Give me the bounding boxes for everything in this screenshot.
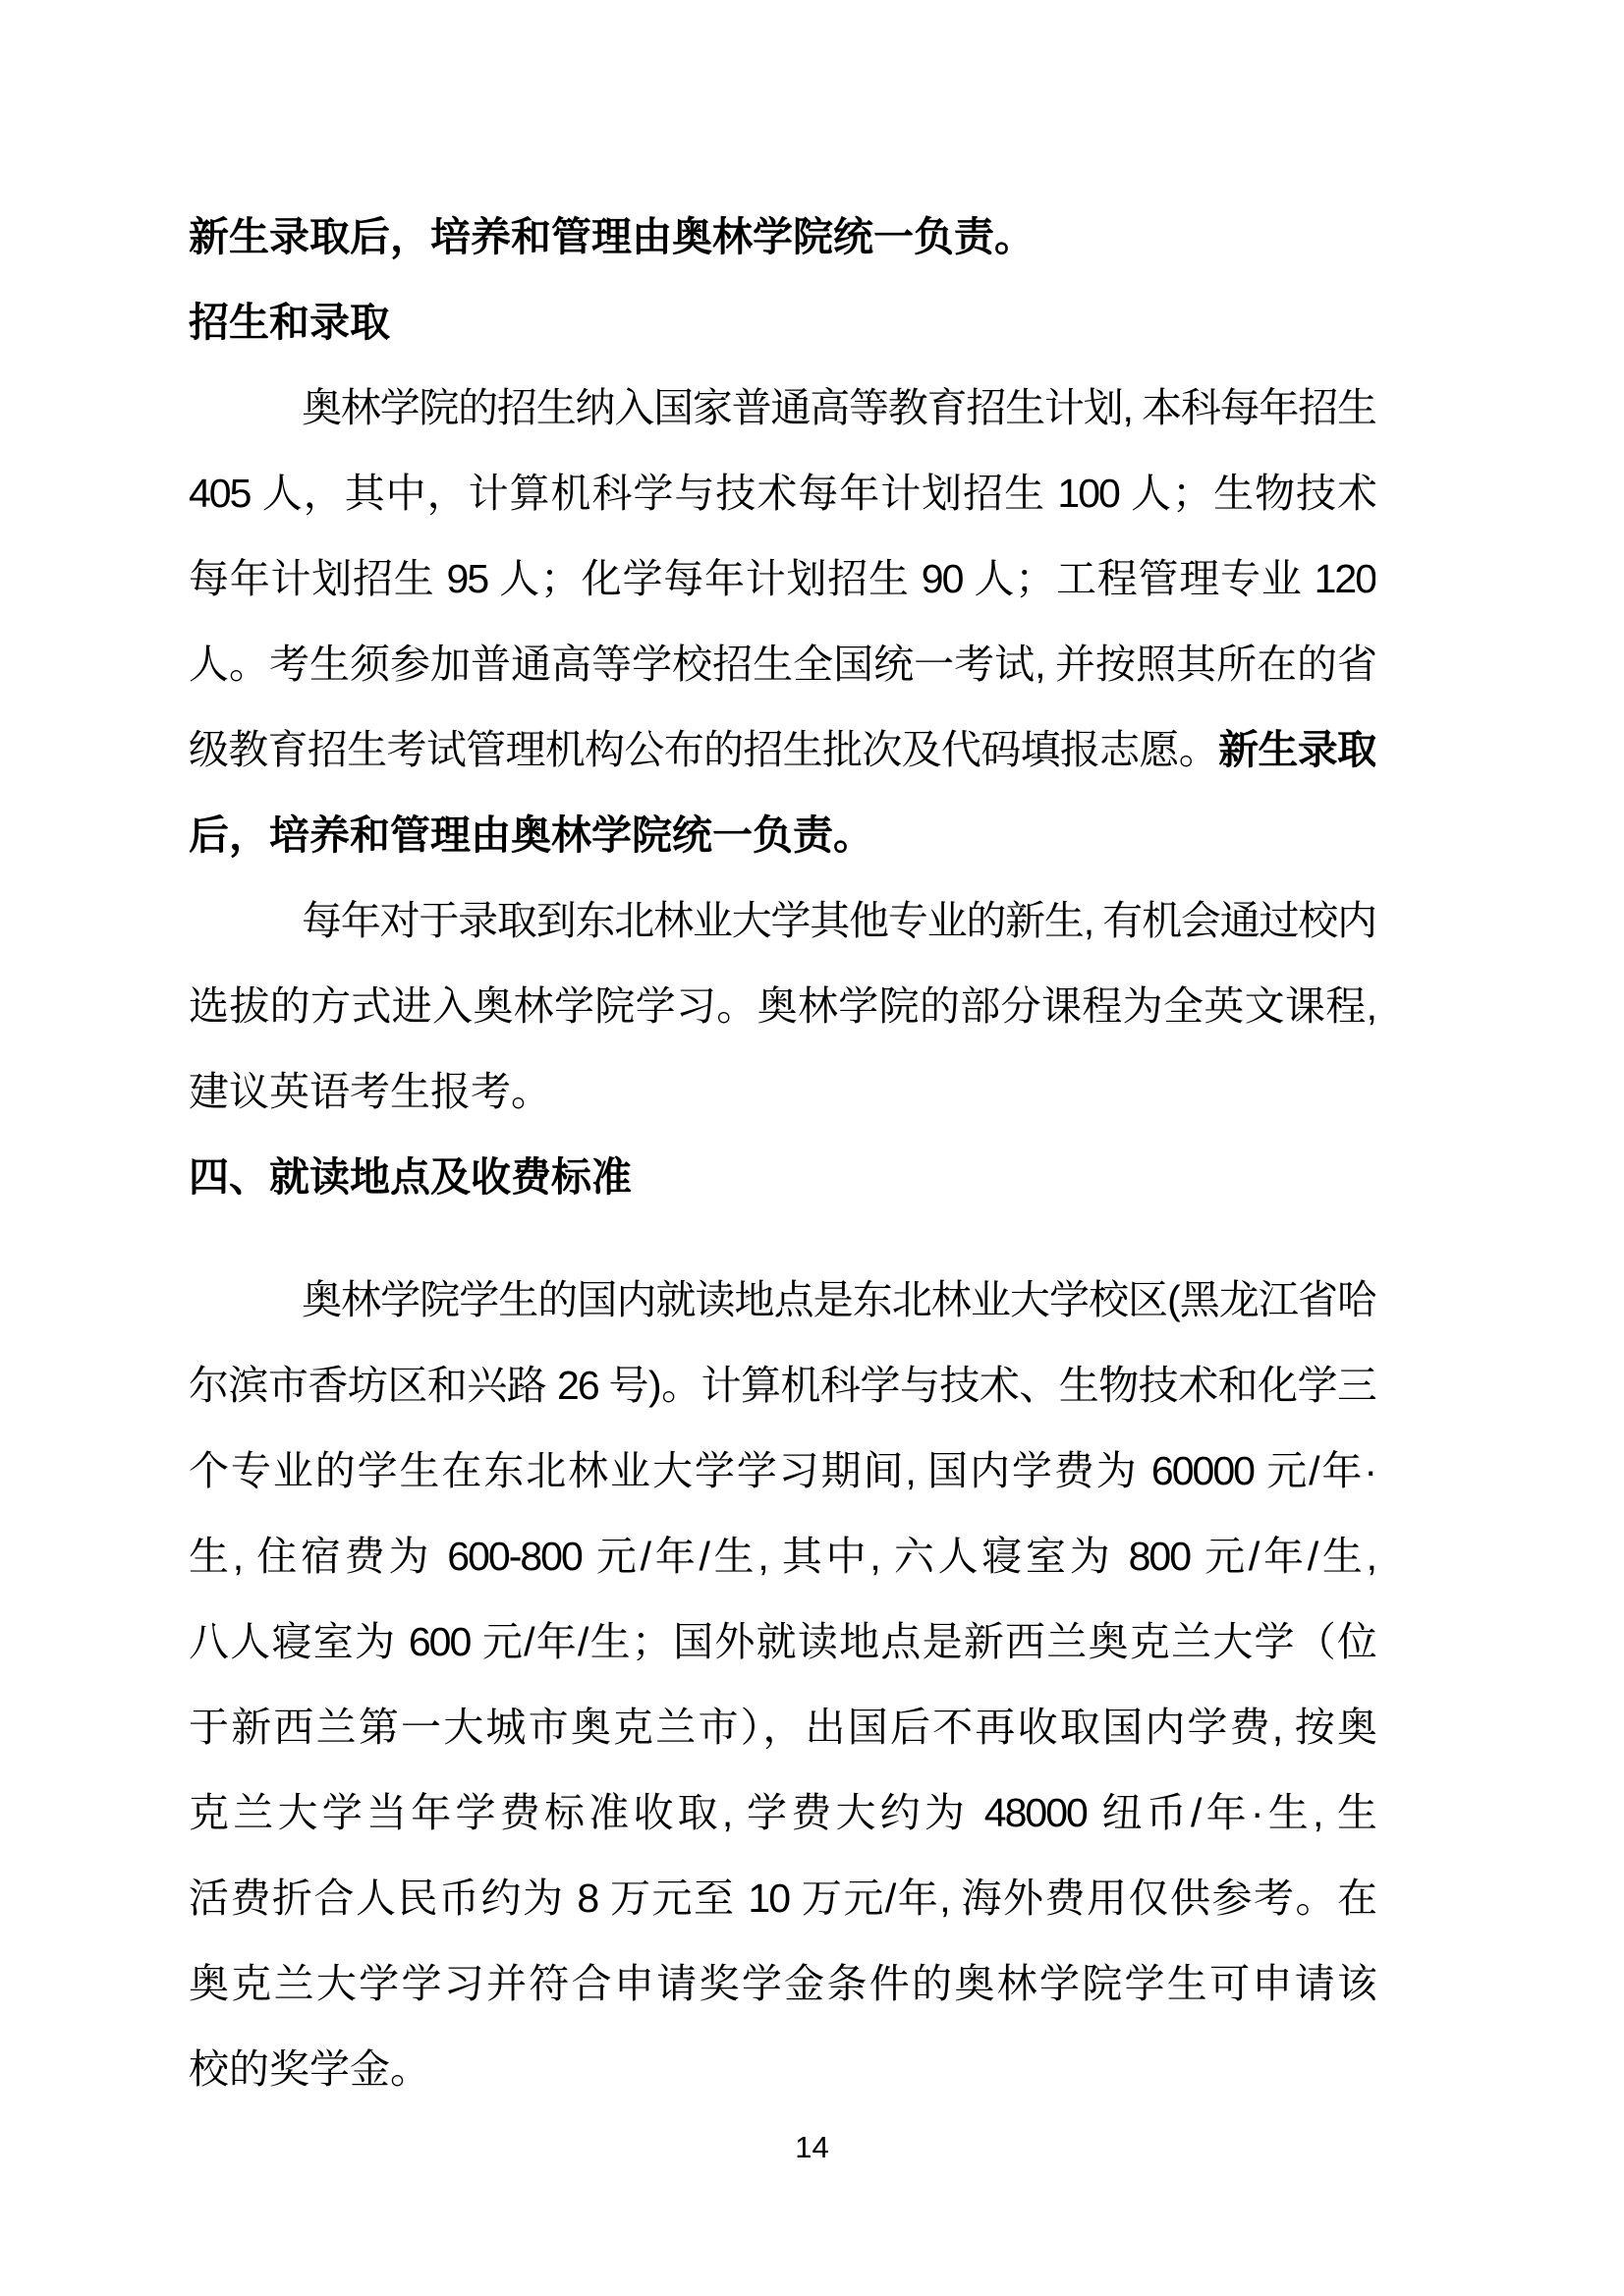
text-segment-bold: 新生录取 xyxy=(1218,727,1375,772)
text-line xyxy=(189,707,1375,793)
document-text-block xyxy=(189,195,1375,2112)
text-segment-bold: 后，培养和管理由奥林学院统一负责。 xyxy=(189,812,873,858)
text-line xyxy=(189,1258,1375,1343)
text-segment: 于新西兰第一大城市奥克兰市），出国后不再收取国内学费, 按奥 xyxy=(189,1705,1375,1750)
text-line xyxy=(189,793,1375,878)
text-segment: 每年对于录取到东北林业大学其他专业的新生, 有机会通过校内 xyxy=(302,898,1375,943)
text-line xyxy=(189,1049,1375,1135)
text-segment: 选拔的方式进入奥林学院学习。奥林学院的部分课程为全英文课程, xyxy=(189,983,1375,1029)
text-segment: 新生录取后，培养和管理由奥林学院统一负责。 xyxy=(189,214,1035,259)
text-segment: 活费折合人民币约为 8 万元至 10 万元/年, 海外费用仅供参考。在 xyxy=(189,1876,1375,1921)
text-segment: 级教育招生考试管理机构公布的招生批次及代码填报志愿。 xyxy=(189,727,1219,772)
text-segment: 尔滨市香坊区和兴路 26 号)。计算机科学与技术、生物技术和化学三 xyxy=(189,1363,1375,1408)
text-line xyxy=(189,1599,1375,1685)
text-line xyxy=(189,1514,1375,1599)
text-segment: 405 人，其中，计算机科学与技术每年计划招生 100 人；生物技术 xyxy=(189,471,1375,516)
heading-text: 招生和录取 xyxy=(189,300,390,345)
text-line xyxy=(189,1856,1375,1941)
text-segment: 每年计划招生 95 人；化学每年计划招生 90 人；工程管理专业 120 xyxy=(189,556,1375,601)
heading-text: 四、就读地点及收费标准 xyxy=(189,1154,632,1200)
text-segment: 奥林学院的招生纳入国家普通高等教育招生计划, 本科每年招生 xyxy=(302,385,1375,430)
text-line xyxy=(189,622,1375,707)
text-segment: 校的奖学金。 xyxy=(189,2046,430,2092)
text-line xyxy=(189,2027,1375,2112)
text-segment: 奥克兰大学学习并符合申请奖学金条件的奥林学院学生可申请该 xyxy=(189,1961,1375,2006)
text-line xyxy=(189,964,1375,1049)
text-segment: 生, 住宿费为 600-800 元/年/生, 其中, 六人寝室为 800 元/年/生, xyxy=(189,1534,1375,1579)
section-heading-admission xyxy=(189,280,1375,365)
text-line xyxy=(189,365,1375,451)
text-segment: 八人寝室为 600 元/年/生；国外就读地点是新西兰奥克兰大学（位 xyxy=(189,1619,1375,1664)
text-line xyxy=(189,1770,1375,1856)
text-line xyxy=(189,1428,1375,1514)
text-segment: 建议英语考生报考。 xyxy=(189,1069,551,1114)
section-heading-location-fees xyxy=(189,1135,1375,1220)
text-line xyxy=(189,1343,1375,1428)
page-number: 14 xyxy=(795,2130,829,2164)
text-line xyxy=(189,878,1375,964)
text-line xyxy=(189,451,1375,536)
text-segment: 人。考生须参加普通高等学校招生全国统一考试, 并按照其所在的省 xyxy=(189,642,1375,687)
text-line xyxy=(189,1941,1375,2027)
text-segment: 个专业的学生在东北林业大学学习期间, 国内学费为 60000 元/年· xyxy=(189,1448,1375,1493)
text-segment: 奥林学院学生的国内就读地点是东北林业大学校区(黑龙江省哈 xyxy=(302,1277,1375,1322)
text-segment: 克兰大学当年学费标准收取, 学费大约为 48000 纽币/年·生, 生 xyxy=(189,1790,1375,1835)
text-line xyxy=(189,536,1375,622)
text-line xyxy=(189,1685,1375,1770)
paragraph-tail-bold xyxy=(189,195,1375,280)
